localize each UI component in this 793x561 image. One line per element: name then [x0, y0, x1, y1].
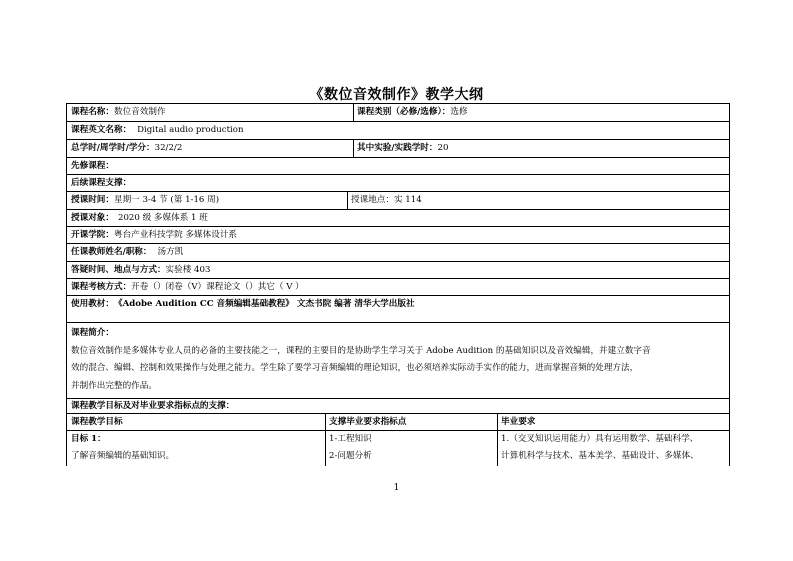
intro-line-2: 效的混合、编辑、控制和效果操作与处理之能力。学生除了要学习音频编辑的理论知识，也必须培养实际动手实作的能力，进而掌握音频的处理方法， — [71, 363, 639, 373]
exam-value: 开卷（）闭卷（V）课程论文（）其它（ V ） — [131, 281, 304, 292]
target-value: 2020 级 多媒体系 1 班 — [117, 212, 208, 223]
objectives-section-label: 课程教学目标及对毕业要求指标点的支撑： — [71, 400, 235, 411]
course-type-value: 选修 — [450, 107, 468, 117]
requirement-line-2: 计算机科学与技术、基本美学、基础设计、多媒体、 — [501, 451, 699, 461]
point-1: 1-工程知识 — [329, 434, 372, 444]
course-name-value: 数位音效制作 — [113, 107, 166, 117]
col-requirement-header: 毕业要求 — [501, 416, 536, 427]
followup-label: 后续课程支撑： — [71, 177, 132, 188]
requirement-line-1: 1.（交叉知识运用能力）具有运用数学、基础科学、 — [501, 434, 699, 444]
row-followup — [66, 174, 730, 191]
english-name-label: 课程英文名称： — [71, 125, 132, 135]
row-course-name — [66, 103, 730, 121]
row-prerequisites — [66, 157, 730, 174]
hours-value: 32/2/2 — [154, 143, 183, 153]
point-2: 2-问题分析 — [329, 451, 372, 461]
col-goal-header: 课程教学目标 — [71, 416, 123, 427]
qa-value: 实验楼 403 — [165, 264, 211, 275]
col-point-header: 支撑毕业要求指标点 — [329, 416, 407, 427]
document-title: 《数位音效制作》教学大纲 — [309, 87, 484, 103]
time-value: 星期一 3-4 节 (第 1-16 周) — [113, 195, 220, 205]
college-label: 开课学院： — [71, 229, 114, 240]
qa-label: 答疑时间、地点与方式： — [71, 264, 166, 275]
row-time-place — [66, 191, 730, 209]
course-intro — [66, 322, 730, 398]
prerequisites-label: 先修课程： — [71, 160, 114, 171]
college-value: 粤台产业科技学院 多媒体设计系 — [113, 229, 238, 240]
intro-line-3: 并制作出完整的作品。 — [71, 380, 157, 391]
textbook-value: 《Adobe Audition CC 音频编辑基础教程》 文杰书院 编著 清华大学出版社 — [113, 299, 415, 309]
lab-hours-label: 其中实验/实践学时： — [357, 143, 438, 153]
row-qa — [66, 261, 730, 278]
course-type-label: 课程类别（必修/选修）： — [357, 107, 451, 117]
goal-text: 了解音频编辑的基础知识。 — [71, 451, 175, 461]
place-value: 实 114 — [393, 195, 422, 205]
goal-title: 目标 1： — [71, 434, 106, 444]
row-teacher — [66, 243, 730, 261]
hours-label: 总学时/周学时/学分： — [71, 143, 155, 153]
teacher-value: 汤方凯 — [157, 247, 184, 257]
row-exam — [66, 278, 730, 295]
intro-label: 课程简介： — [71, 328, 114, 338]
course-name-label: 课程名称： — [71, 107, 114, 117]
teacher-label: 任课教师姓名/职称： — [71, 247, 152, 257]
page-number: 1 — [393, 483, 400, 493]
exam-label: 课程考核方式： — [71, 281, 132, 292]
row-english-name — [66, 121, 730, 139]
place-label: 授课地点： — [351, 195, 394, 205]
row-college — [66, 226, 730, 243]
lab-hours-value: 20 — [437, 143, 449, 153]
textbook-label: 使用教材： — [71, 299, 114, 309]
row-objectives-label — [66, 398, 730, 413]
objectives-header-row — [66, 413, 730, 430]
row-target — [66, 209, 730, 226]
target-label: 授课对象： — [71, 212, 114, 223]
time-label: 授课时间： — [71, 195, 114, 205]
english-name-value: Digital audio production — [137, 125, 244, 135]
objectives-body-row — [66, 430, 730, 466]
row-hours — [66, 139, 730, 157]
row-textbook — [66, 295, 730, 322]
intro-line-1: 数位音效制作是多媒体专业人员的必备的主要技能之一，课程的主要目的是协助学生学习关于 Adobe Audition 的基础知识以及音效编辑，并建立数字音 — [71, 345, 651, 356]
